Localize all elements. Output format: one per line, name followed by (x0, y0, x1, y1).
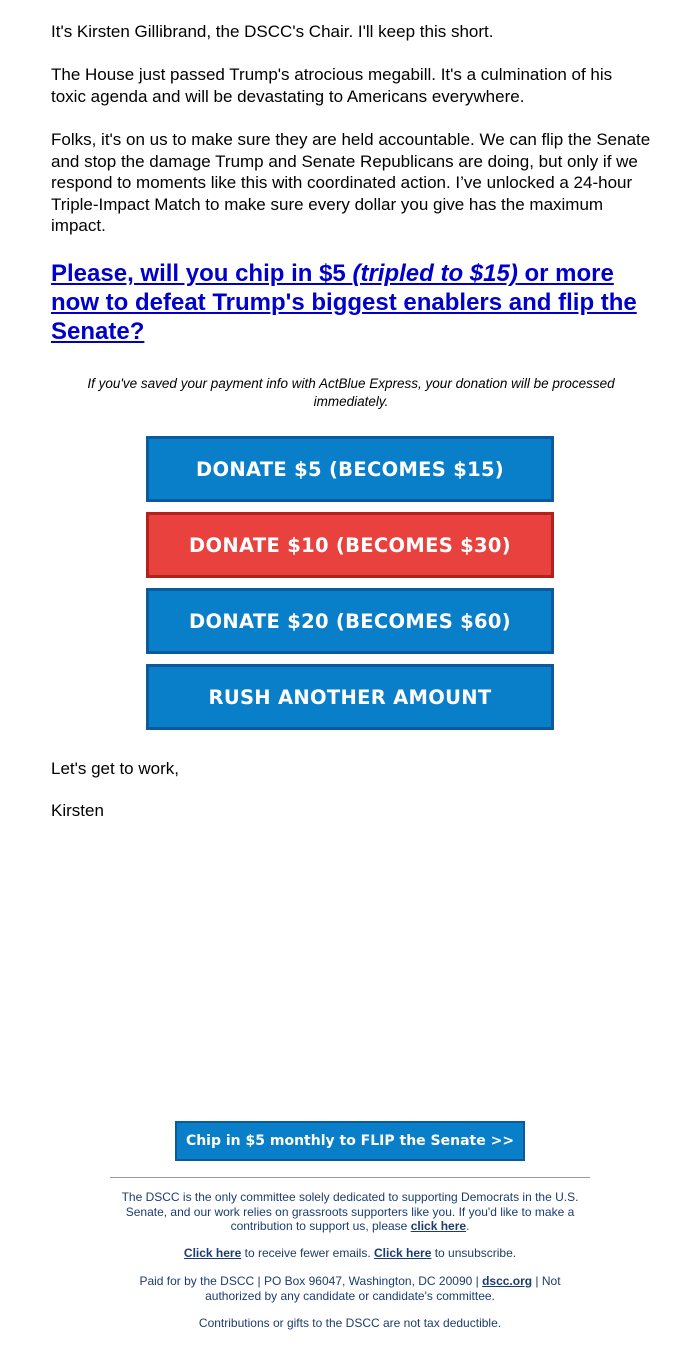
fewer-emails-text: to receive fewer emails. (241, 1246, 374, 1260)
donation-headline (51, 259, 651, 346)
actblue-express-note: If you've saved your payment info with ActBlue Express, your donation will be processed immediately. (87, 376, 615, 409)
closing-line: Let's get to work, (51, 759, 179, 778)
footer-tax-note: Contributions or gifts to the DSCC are not tax deductible. (198, 1316, 502, 1330)
donate-10-button[interactable]: DONATE $10 (BECOMES $30) (146, 512, 554, 578)
headline-text-1: Please, will you chip in $5 (51, 260, 353, 287)
headline-text-2: or more now to defeat Trump's biggest enablers and flip the Senate? (51, 260, 637, 345)
intro-paragraph: It's Kirsten Gillibrand, the DSCC's Chair. I'll keep this short. (51, 22, 494, 41)
paid-for-text: Paid for by the DSCC | PO Box 96047, Washington, DC 20090 | (139, 1274, 483, 1288)
footer-contribute-link[interactable]: click here (410, 1219, 467, 1233)
unsubscribe-text: to unsubscribe. (431, 1246, 517, 1260)
dscc-site-link[interactable]: dscc.org (482, 1274, 533, 1288)
donate-5-button[interactable]: DONATE $5 (BECOMES $15) (146, 436, 554, 502)
footer-paid-for (110, 1274, 590, 1303)
paragraph-megabill: The House just passed Trump's atrocious megabill. It's a culmination of his toxic agenda and will be devastating to Americans everywhere. (51, 65, 613, 106)
paragraph-accountable: Folks, it's on us to make sure they are held accountable. We can flip the Senate and stop the damage Trump and Senate Republicans are doing, but only if we respond to moments like this with coordinated action. I’ve unlocked a 24-hour Triple-Impact Match to make sure every dollar you give has the maximum impact. (51, 130, 651, 235)
footer-about (110, 1190, 590, 1234)
footer-email-prefs (110, 1246, 590, 1261)
headline-tripled: (tripled to $15) (352, 260, 518, 287)
footer-about-end: . (466, 1219, 470, 1233)
donate-20-button[interactable]: DONATE $20 (BECOMES $60) (146, 588, 554, 654)
footer-about-text: The DSCC is the only committee solely dedicated to supporting Democrats in the U.S. Senate, and our work relies on grassroots supporters like you. If you'd like to make a contribution to support us, please (121, 1190, 579, 1233)
unsubscribe-link[interactable]: Click here (374, 1246, 432, 1260)
fewer-emails-link[interactable]: Click here (183, 1246, 242, 1260)
signature: Kirsten (51, 801, 104, 820)
headline-link[interactable] (51, 260, 637, 345)
paid-for-end: | Not authorized by any candidate or candidate's committee. (205, 1274, 561, 1303)
footer-divider (110, 1177, 590, 1178)
donate-other-button[interactable]: RUSH ANOTHER AMOUNT (146, 664, 554, 730)
monthly-donation-button[interactable]: Chip in $5 monthly to FLIP the Senate >> (175, 1121, 525, 1161)
